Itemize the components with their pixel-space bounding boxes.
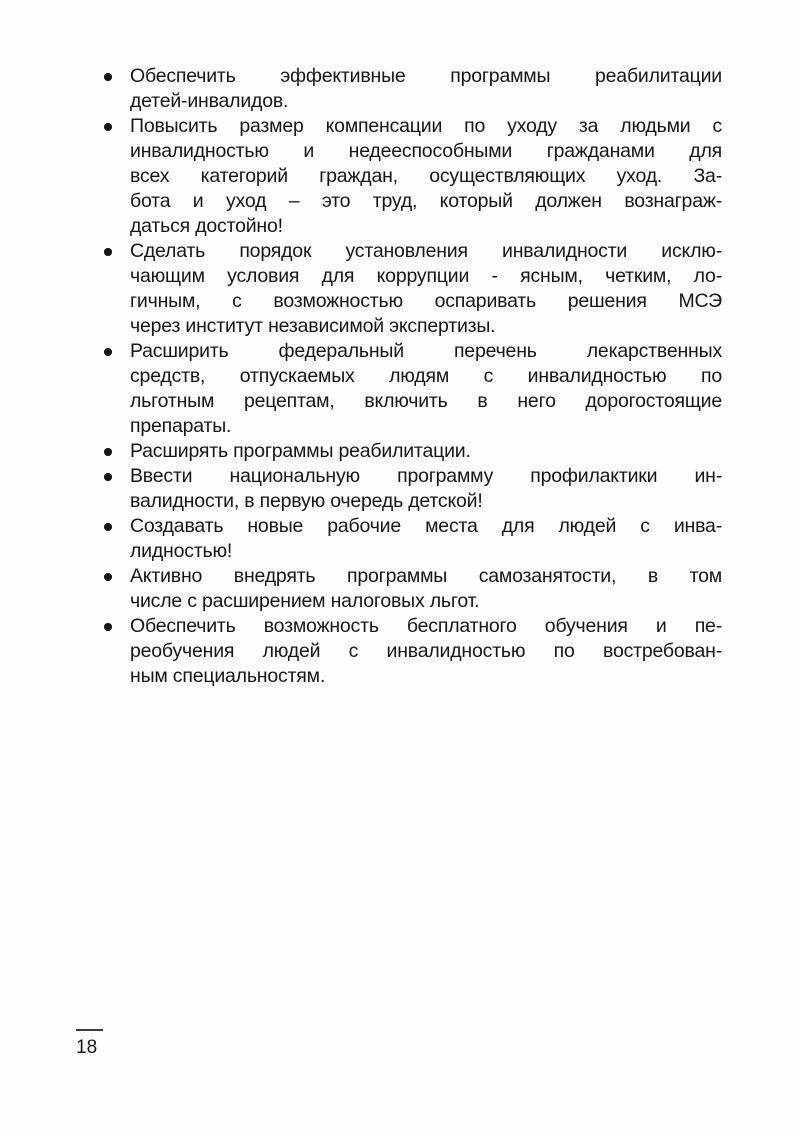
bullet-text-line: лидностью! (130, 540, 233, 562)
bullet-icon (104, 564, 130, 581)
bullet-text-line: валидности, в первую очередь детской! (130, 490, 483, 512)
bullet-text-line: числе с расширением налоговых льгот. (130, 590, 480, 612)
bullet-icon (104, 439, 130, 456)
bullet-dot-icon (104, 73, 112, 81)
bullet-text-line: ным специальностям. (130, 665, 326, 687)
bullet-list (104, 64, 722, 689)
bullet-text-line: Обеспечить эффективные программы реабилитации (130, 65, 722, 87)
bullet-icon (104, 339, 130, 356)
list-item (104, 64, 722, 114)
bullet-text-line: льготным рецептам, включить в него дорогостоящие (130, 390, 722, 412)
bullet-icon (104, 64, 130, 81)
bullet-text-line: бота и уход – это труд, который должен вознаграж- (130, 190, 722, 212)
bullet-text-line: гичным, с возможностью оспаривать решения МСЭ (130, 290, 722, 312)
list-item (104, 564, 722, 614)
bullet-text-line: Создавать новые рабочие места для людей с инва- (130, 515, 722, 537)
bullet-icon (104, 114, 130, 131)
bullet-text (130, 239, 722, 339)
bullet-dot-icon (104, 248, 112, 256)
bullet-dot-icon (104, 523, 112, 531)
bullet-text-line: Расширять программы реабилитации. (130, 440, 471, 462)
bullet-text (130, 614, 722, 689)
bullet-text-line: даться достойно! (130, 215, 283, 237)
bullet-text-line: детей-инвалидов. (130, 90, 289, 112)
bullet-text (130, 64, 722, 114)
bullet-dot-icon (104, 623, 112, 631)
bullet-text-line: через институт независимой экспертизы. (130, 315, 496, 337)
bullet-text-line: инвалидностью и недееспособными гражданами для (130, 140, 722, 162)
list-item (104, 514, 722, 564)
list-item (104, 614, 722, 689)
bullet-text (130, 439, 722, 464)
bullet-text-line: препараты. (130, 415, 232, 437)
bullet-dot-icon (104, 573, 112, 581)
bullet-dot-icon (104, 348, 112, 356)
bullet-text (130, 514, 722, 564)
page-number: 18 (76, 1037, 98, 1058)
bullet-text (130, 339, 722, 439)
bullet-text (130, 464, 722, 514)
bullet-icon (104, 514, 130, 531)
list-item (104, 339, 722, 439)
bullet-text-line: Повысить размер компенсации по уходу за людьми с (130, 115, 722, 137)
bullet-icon (104, 239, 130, 256)
list-item (104, 239, 722, 339)
bullet-text-line: реобучения людей с инвалидностью по востребован- (130, 640, 722, 662)
bullet-text (130, 564, 722, 614)
bullet-dot-icon (104, 473, 112, 481)
page-footer (76, 1029, 103, 1059)
list-item (104, 439, 722, 464)
bullet-text-line: Расширить федеральный перечень лекарственных (130, 340, 722, 362)
bullet-text-line: чающим условия для коррупции - ясным, четким, ло- (130, 265, 722, 287)
bullet-icon (104, 464, 130, 481)
bullet-text-line: средств, отпускаемых людям с инвалидностью по (130, 365, 722, 387)
bullet-text-line: Активно внедрять программы самозанятости, в том (130, 565, 722, 587)
bullet-text-line: Сделать порядок установления инвалидности исклю- (130, 240, 722, 262)
list-item (104, 464, 722, 514)
bullet-dot-icon (104, 123, 112, 131)
bullet-dot-icon (104, 448, 112, 456)
list-item (104, 114, 722, 239)
footer-rule (76, 1029, 103, 1031)
bullet-text-line: всех категорий граждан, осуществляющих уход. За- (130, 165, 722, 187)
bullet-text (130, 114, 722, 239)
bullet-text-line: Обеспечить возможность бесплатного обучения и пе- (130, 615, 722, 637)
bullet-text-line: Ввести национальную программу профилактики ин- (130, 465, 722, 487)
bullet-icon (104, 614, 130, 631)
